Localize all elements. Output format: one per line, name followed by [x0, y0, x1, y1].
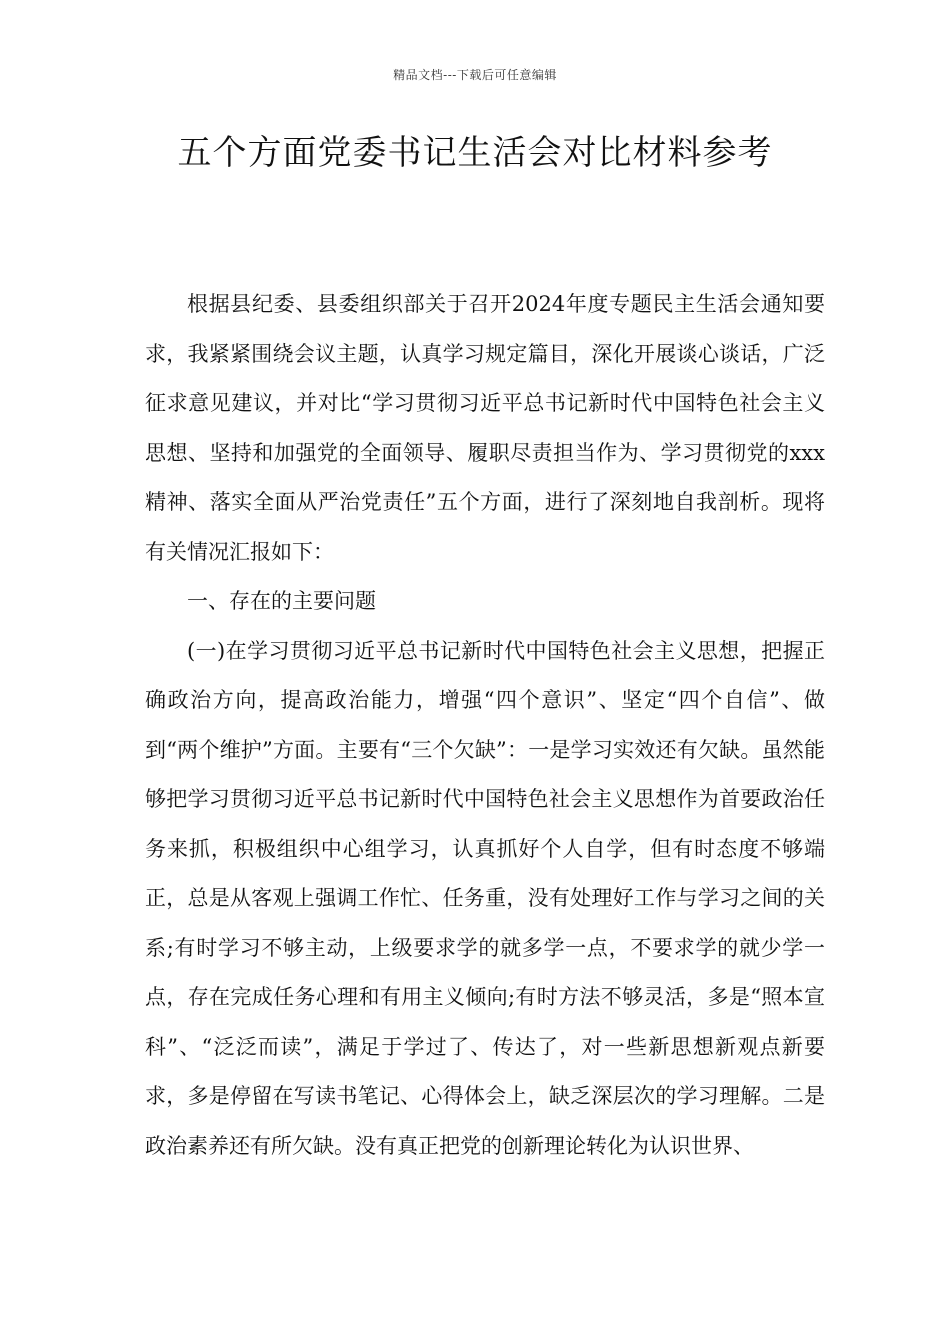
paragraph-intro: 根据县纪委、县委组织部关于召开2024年度专题民主生活会通知要求，我紧紧围绕会议主题，认真学习规定篇目，深化开展谈心谈话，广泛征求意见建议，并对比“学习贯彻习近平总书记新时代中国特色社会主义思想、坚持和加强党的全面领导、履职尽责担当作为、学习贯彻党的xxx精神、落实全面从严治党责任”五个方面，进行了深刻地自我剖析。现将有关情况汇报如下：	[145, 292, 825, 564]
paragraph-section-one: (一)在学习贯彻习近平总书记新时代中国特色社会主义思想，把握正确政治方向，提高政治能力，增强“四个意识”、坚定“四个自信”、做到“两个维护”方面。主要有“三个欠缺”：一是学习实效还有欠缺。虽然能够把学习贯彻习近平总书记新时代中国特色社会主义思想作为首要政治任务来抓，积极组织中心组学习，认真抓好个人自学，但有时态度不够端正，总是从客观上强调工作忙、任务重，没有处理好工作与学习之间的关系;有时学习不够主动，上级要求学的就多学一点，不要求学的就少学一点，存在完成任务心理和有用主义倾向;有时方法不够灵活，多是“照本宣科”、“泛泛而读”，满足于学过了、传达了，对一些新思想新观点新要求，多是停留在写读书笔记、心得体会上，缺乏深层次的学习理解。二是政治素养还有所欠缺。没有真正把党的创新理论转化为认识世界、	[145, 638, 825, 1158]
document-title: 五个方面党委书记生活会对比材料参考	[177, 133, 773, 173]
header-note: 精品文档---下载后可任意编辑	[393, 68, 557, 82]
document-body	[145, 280, 825, 1171]
section-heading: 一、存在的主要问题	[187, 589, 376, 613]
